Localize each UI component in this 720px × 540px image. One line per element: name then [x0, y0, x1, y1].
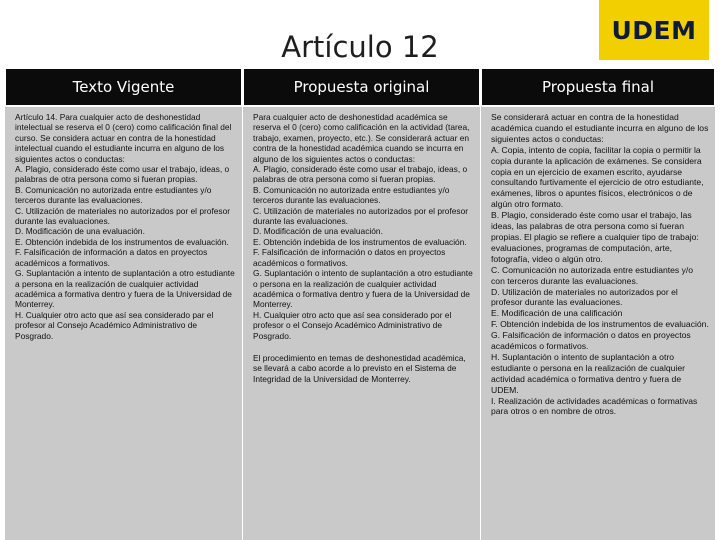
article-text: Para cualquier acto de deshonestidad académica se reserva el 0 (cero) como calificación en la actividad (tarea, trabajo, examen, proyecto, etc.). Se considerará actuar en contra de la honestidad académica cuando se incurra en alguno de los siguientes actos o conductas: A. Plagio, considerado éste como usar el trabajo, ideas, o palabras de otra persona como si fueran propias. B. Comunicación no autorizada entre estudiantes y/o terceros durante las evaluaciones. C. Utilización de materiales no autorizados por el profesor durante las evaluaciones. D. Modificación de una evaluación. E. Obtención indebida de los instrumentos de evaluación. F. Falsificación de información o datos en proyectos académicos o formativos. G. Suplantación o intento de suplantación a otro estudiante o persona en la realización de cualquier actividad académica o formativa dentro y fuera de la Universidad de Monterrey. H. Cualquier otro acto que así sea considerado por el profesor o el Consejo Académico Administrativo de Posgrado. — [253, 112, 473, 341]
column-body — [243, 106, 480, 540]
column-body — [481, 106, 715, 540]
column-body — [5, 106, 242, 540]
column-texto-vigente — [5, 68, 243, 540]
comparison-table — [5, 68, 715, 540]
column-header: Propuesta final — [481, 68, 715, 106]
column-header: Propuesta original — [243, 68, 480, 106]
article-text: Se considerará actuar en contra de la honestidad académica cuando el estudiante incurra en alguno de los siguientes actos o conductas: A. Copia, intento de copia, facilitar la copia o permitir la copia durante la aplicación de exámenes. Se considera copia en un ejercicio de examen escrito, ayudarse consultando furtivamente el ejercicio de otro estudiante, exámenes, libros o apuntes físicos, electrónicos o de algún otro formato. B. Plagio, considerado éste como usar el trabajo, las ideas, las palabras de otra persona como si fueran propias. El plagio se refiere a cualquier tipo de trabajo: evaluaciones, programas de computación, arte, fotografía, video o algún otro. C. Comunicación no autorizada entre estudiantes y/o con terceros durante las evaluaciones. D. Utilización de materiales no autorizados por el profesor durante las evaluaciones. E. Modificación de una calificación F. Obtención indebida de los instrumentos de evaluación. G. Falsificación de información o datos en proyectos académicos o formativos. H. Suplantación o intento de suplantación a otro estudiante o persona en la realización de cualquier actividad académica o formativa dentro y fuera de UDEM. I. Realización de actividades académicas o formativas para otros o en nombre de otros. — [491, 112, 709, 417]
udem-logo: UDEM — [599, 0, 709, 60]
slide-title: Artículo 12 — [281, 30, 439, 64]
column-propuesta-original — [243, 68, 481, 540]
procedure-note: El procedimiento en temas de deshonestidad académica, se llevará a cabo acorde a lo previsto en el Sistema de Integridad de la Universidad de Monterrey. — [253, 352, 466, 384]
column-propuesta-final — [481, 68, 715, 540]
article-text: Artículo 14. Para cualquier acto de deshonestidad intelectual se reserva el 0 (cero) como calificación final del curso. Se considera actuar en contra de la honestidad intelectual cuando el estudiante incurra en alguno de los siguientes actos o conductas: A. Plagio, considerado éste como usar el trabajo, ideas, o palabras de otra persona como si fueran propias. B. Comunicación no autorizada entre estudiantes y/o terceros durante las evaluaciones. C. Utilización de materiales no autorizados por el profesor durante las evaluaciones. D. Modificación de una evaluación. E. Obtención indebida de los instrumentos de evaluación. F. Falsificación de información a datos en proyectos académicos a formativos. G. Suplantación a intento de suplantación a otro estudiante a persona en la realización de cualquier actividad académica a formativa dentro y fuera de la Universidad de Monterrey. H. Cualquier otro acto que así sea considerado par el profesor al Consejo Académico Administrativo de Posgrado. — [15, 112, 235, 341]
column-header: Texto Vigente — [5, 68, 242, 106]
